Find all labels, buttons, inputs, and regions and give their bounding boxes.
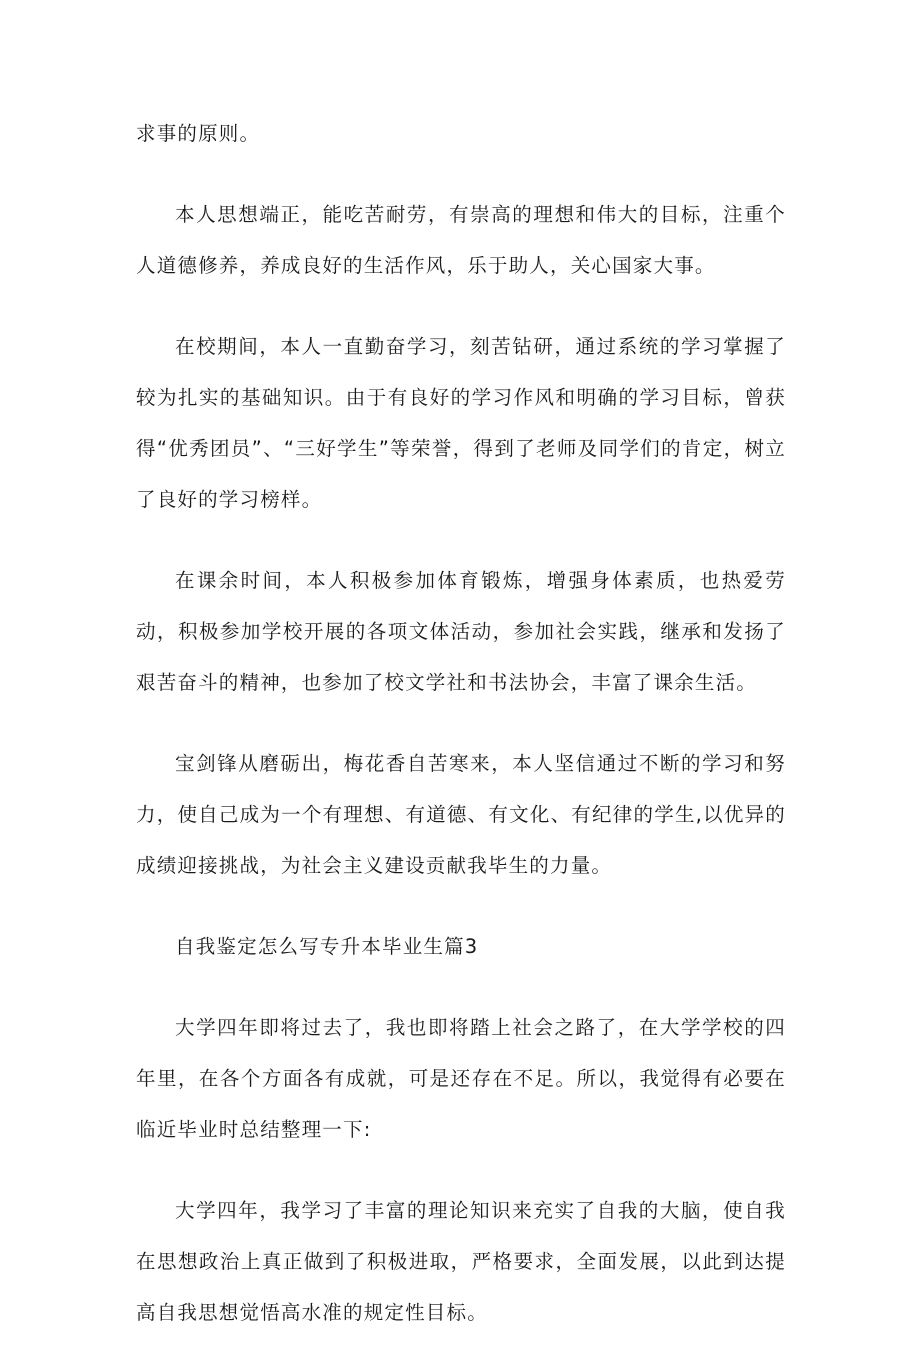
paragraph-extracurricular: 在课余时间，本人积极参加体育锻炼，增强身体素质，也热爱劳动，积极参加学校开展的各项文体活动，参加社会实践，继承和发扬了艰苦奋斗的精神，也参加了校文学社和书法协会，丰富了课余生活。	[136, 569, 786, 694]
paragraph-study: 在校期间，本人一直勤奋学习，刻苦钻研，通过系统的学习掌握了较为扎实的基础知识。由于有良好的学习作风和明确的学习目标，曾获得“优秀团员”、“三好学生”等荣誉，得到了老师及同学们的肯定，树立了良好的学习榜样。	[136, 335, 786, 511]
section-heading: 自我鉴定怎么写专升本毕业生篇3	[175, 935, 479, 958]
paragraph-theory: 大学四年，我学习了丰富的理论知识来充实了自我的大脑，使自我在思想政治上真正做到了积极进取，严格要求，全面发展，以此到达提高自我思想觉悟高水准的规定性目标。	[136, 1199, 786, 1324]
document-body	[136, 108, 786, 1368]
paragraph-character: 本人思想端正，能吃苦耐劳，有崇高的理想和伟大的目标，注重个人道德修养，养成良好的生活作风，乐于助人，关心国家大事。	[136, 203, 786, 277]
paragraph-intro-3: 大学四年即将过去了，我也即将踏上社会之路了，在大学学校的四年里，在各个方面各有成就，可是还存在不足。所以，我觉得有必要在临近毕业时总结整理一下:	[136, 1016, 786, 1141]
paragraph-conclusion: 宝剑锋从磨砺出，梅花香自苦寒来，本人坚信通过不断的学习和努力，使自己成为一个有理想、有道德、有文化、有纪律的学生,以优异的成绩迎接挑战，为社会主义建设贡献我毕生的力量。	[136, 752, 786, 877]
paragraph-continuation: 求事的原则。	[136, 122, 261, 145]
